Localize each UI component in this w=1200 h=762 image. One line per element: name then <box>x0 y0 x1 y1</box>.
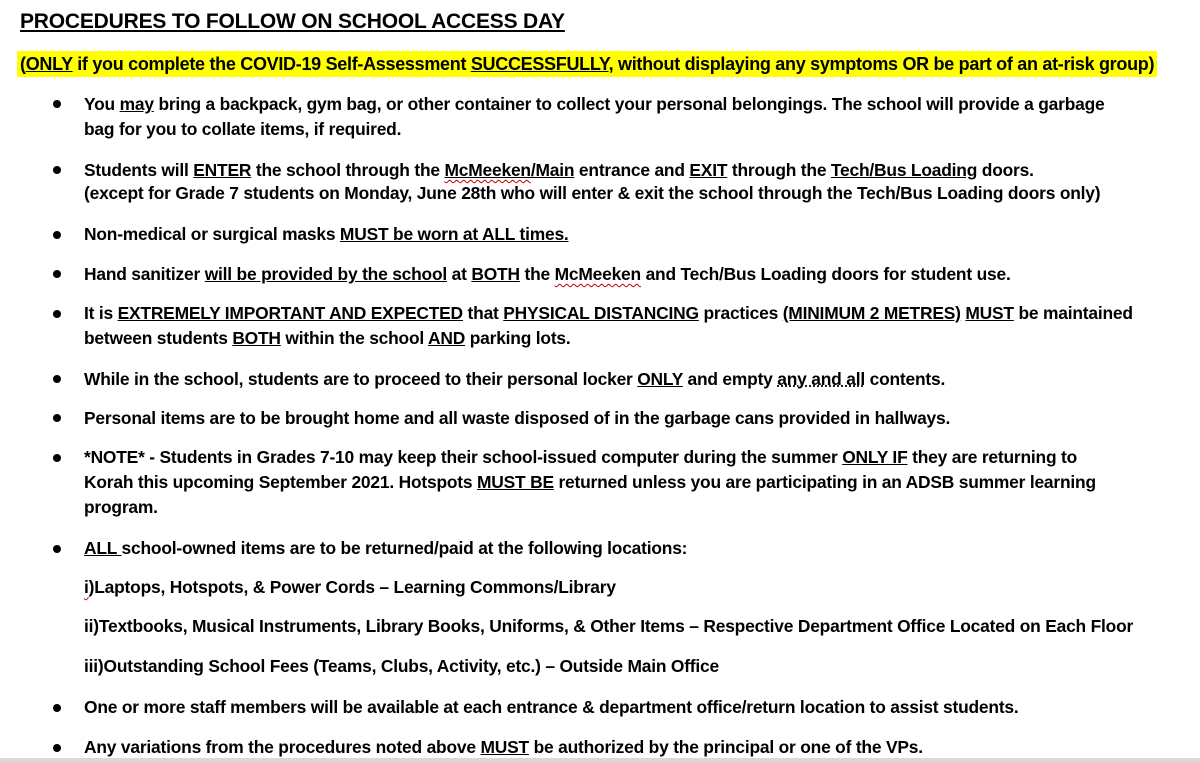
list-item-note: *NOTE* - Students in Grades 7-10 may keep their school-issued computer during the summer ONLY IF they are returning to <box>84 447 1078 467</box>
return-location-2: ii)Textbooks, Musical Instruments, Library Books, Uniforms, & Other Items – Respective Department Office Located on Each Floor <box>84 616 1134 636</box>
emphasis-successfully: SUCCESSFULLY <box>470 54 609 74</box>
list-item-staff: One or more staff members will be available at each entrance & department office/return location to assist students. <box>84 697 1019 717</box>
bullet-icon <box>53 375 61 383</box>
list-item-returns: ALL school-owned items are to be returned/paid at the following locations: <box>84 538 688 558</box>
list-item-backpack: You may bring a backpack, gym bag, or other container to collect your personal belongings. The school will provide a garbage <box>84 94 1105 114</box>
bullet-icon <box>53 231 61 239</box>
bullet-icon <box>53 166 61 174</box>
list-item-locker: While in the school, students are to proceed to their personal locker ONLY and empty any and all contents. <box>84 369 946 389</box>
bullet-icon <box>53 270 61 278</box>
list-item-variations: Any variations from the procedures noted above MUST be authorized by the principal or one of the VPs. <box>84 737 923 757</box>
list-item-sanitizer: Hand sanitizer will be provided by the school at BOTH the McMeeken and Tech/Bus Loading doors for student use. <box>84 264 1011 284</box>
list-item-note-line3: program. <box>84 497 158 517</box>
bullet-icon <box>53 414 61 422</box>
bullet-icon <box>53 100 61 108</box>
return-location-3: iii)Outstanding School Fees (Teams, Clubs, Activity, etc.) – Outside Main Office <box>84 656 719 676</box>
list-item-backpack-line2: bag for you to collate items, if required. <box>84 119 402 139</box>
highlight-banner: (ONLY if you complete the COVID-19 Self-Assessment SUCCESSFULLY, without displaying any symptoms OR be part of an at-risk group) <box>17 51 1157 77</box>
list-item-distancing: It is EXTREMELY IMPORTANT AND EXPECTED that PHYSICAL DISTANCING practices (MINIMUM 2 METRES) MUST be maintained <box>84 303 1133 323</box>
return-location-1: i)Laptops, Hotspots, & Power Cords – Learning Commons/Library <box>84 577 616 597</box>
list-item-entry-line2: (except for Grade 7 students on Monday, June 28th who will enter & exit the school through the Tech/Bus Loading doors only) <box>84 183 1101 203</box>
page-title: PROCEDURES TO FOLLOW ON SCHOOL ACCESS DAY <box>20 10 565 33</box>
emphasis-only: ONLY <box>25 54 73 74</box>
bullet-icon <box>53 310 61 318</box>
page-edge <box>0 758 1200 762</box>
list-item-entry: Students will ENTER the school through the McMeeken/Main entrance and EXIT through the Tech/Bus Loading doors. <box>84 160 1034 180</box>
bullet-icon <box>53 744 61 752</box>
bullet-icon <box>53 545 61 553</box>
bullet-icon <box>53 704 61 712</box>
bullet-icon <box>53 454 61 462</box>
list-item-personal: Personal items are to be brought home and all waste disposed of in the garbage cans provided in hallways. <box>84 408 951 428</box>
list-item-masks: Non-medical or surgical masks MUST be worn at ALL times. <box>84 224 569 244</box>
list-item-note-line2: Korah this upcoming September 2021. Hotspots MUST BE returned unless you are participating in an ADSB summer learning <box>84 472 1096 492</box>
list-item-distancing-line2: between students BOTH within the school AND parking lots. <box>84 328 571 348</box>
